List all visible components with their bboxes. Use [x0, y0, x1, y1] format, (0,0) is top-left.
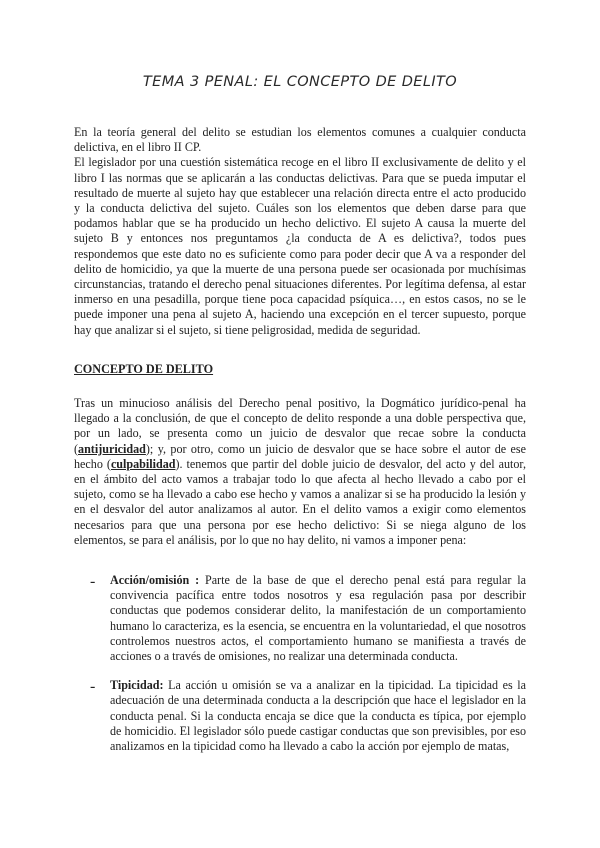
- concept-text-c: ). tenemos que partir del doble juicio de desvalor, del acto y del autor, en el ámbito del acto vamos a trabajar todo lo que afecta al hecho llevado a cabo por el sujeto, como se ha llevado a cabo ese hecho y vamos a analizar si se ha producido la lesión y en el desvalor del autor analizamos al autor. En el delito vamos a exigir como elementos necesarios para que una persona por ese hecho delictivo: Si se niega alguno de los elementos, se para el análisis, por lo que no hay delito, ni vamos a imponer pena:: [74, 456, 526, 547]
- concept-paragraph: [74, 396, 526, 548]
- list-item: [90, 573, 526, 664]
- concept-section: [74, 396, 526, 548]
- list-item-term: Tipicidad:: [110, 678, 164, 693]
- page-title: TEMA 3 PENAL: EL CONCEPTO DE DELITO: [142, 74, 458, 90]
- list-item-text: [110, 573, 526, 664]
- section-heading: CONCEPTO DE DELITO: [74, 362, 214, 376]
- elements-list: [90, 573, 526, 768]
- list-item-body: Parte de la base de que el derecho penal está para regular la convivencia pacífica entre todos nosotros y esa regulación pasa por describir conductas que podemos considerar delito, la manifestación de un comportamiento humano lo caracteriza, es la esencia, se encuentra en la voluntariedad, el que nosotros controlemos nuestros actos, el comportamiento humano se manifiesta a través de acciones o a través de omisiones, no realizar una determinada conducta.: [110, 573, 526, 664]
- list-item-term: Acción/omisión :: [110, 573, 200, 587]
- bullet-dash: -: [90, 573, 96, 590]
- concept-text-a: Tras un minucioso análisis del Derecho penal positivo, la Dogmático jurídico-penal ha llegado a la conclusión, de que el concepto de delito responde a una doble perspectiva que, por un lado, se presenta como un juicio de desvalor que recae sobre la conducta (: [74, 396, 526, 456]
- list-item-body: La acción u omisión se va a analizar en la tipicidad. La tipicidad es la adecuación de una determinada conducta a la descripción que hace el legislador en la conducta penal. Si la conducta encaja se dice que la conducta es típica, por ejemplo de homicidio. El legislador sólo puede castigar conductas que son previsibles, por eso analizamos en la tipicidad como ha llevado a cabo la acción por ejemplo de matas,: [110, 678, 526, 754]
- bullet-dash: -: [90, 678, 96, 696]
- term-culpabilidad: culpabilidad: [110, 456, 176, 471]
- intro-paragraph-2: El legislador por una cuestión sistemática recoge en el libro II exclusivamente de delito y el libro I las normas que se aplicarán a las conductas delictivas. Para que se pueda imputar el resultado de muerte al sujeto hay que establecer una relación directa entre el acto producido y la conducta delictiva del sujeto. Cuáles son los elementos que deben darse para que podamos hablar que se ha producido un hecho delictivo. El sujeto A causa la muerte del sujeto B y entonces nos preguntamos ¿la conducta de A es delictiva?, todos pues respondemos que este dato no es suficiente como para poder decir que A va a responder del delito de homicidio, ya que la muerte de una persona puede ser ocasionada por muchísimas circunstancias, tratando el derecho penal situaciones diferentes. Por legítima defensa, al estar inmerso en una pesadilla, porque tiene poca capacidad psíquica…, en estos casos, no se le puede imponer una pena al sujeto A, haciendo una excepción en el tercer supuesto, porque hay que analizar si el sujeto, si tiene peligrosidad, medida de seguridad.: [74, 155, 526, 337]
- list-item-text: [110, 678, 526, 754]
- term-antijuricidad: antijuricidad: [78, 441, 146, 456]
- intro-section: [74, 125, 526, 338]
- intro-paragraph-1: En la teoría general del delito se estudian los elementos comunes a cualquier conducta delictiva, en el libro II CP.: [74, 125, 526, 155]
- concept-text-b: ); y, por otro, como un juicio de desvalor que se hace sobre el autor de ese hecho (: [74, 441, 526, 471]
- list-item: [90, 678, 526, 754]
